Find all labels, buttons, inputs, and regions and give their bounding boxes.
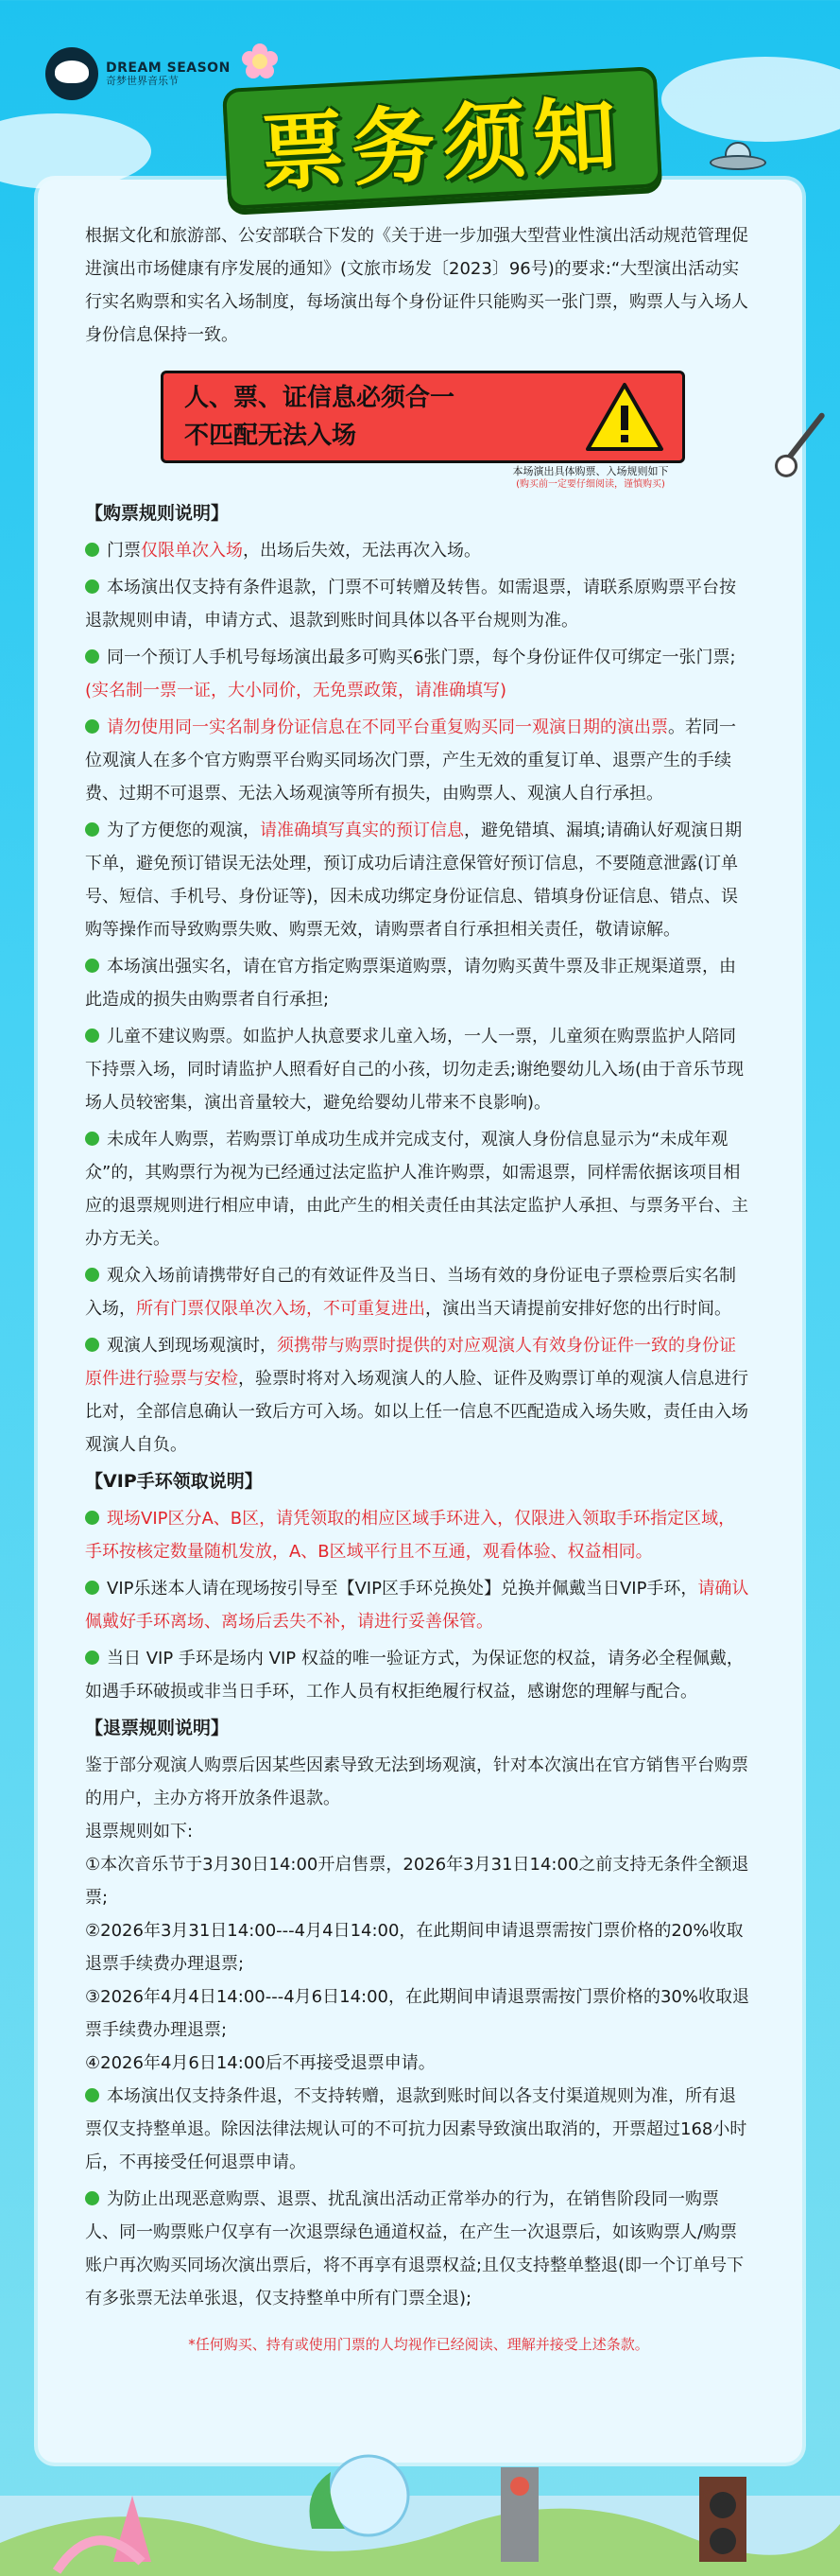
rule-text: 未成年人购票，若购票订单成功生成并完成支付，观演人身份信息显示为“未成年观众”的，其购票行为视为已经通过法定监护人准许购票，如需退票，同样需依据该项目相应的退票规则进行相应申请，由此产生的相关责任由其法定监护人承担、与票务平台、主办方无关。 — [85, 1130, 748, 1249]
rule-text: 门票 — [107, 541, 141, 561]
refund-heading: 【退票规则说明】 — [85, 1718, 230, 1738]
footer-disclaimer: *任何购买、持有或使用门票的人均视作已经阅读、理解并接受上述条款。 — [188, 2336, 649, 2353]
refund-notes-list — [85, 2080, 752, 2315]
brand-name-cn: 奇梦世界音乐节 — [106, 74, 179, 87]
bullet-icon — [85, 1132, 99, 1146]
refund-rules-label: 退票规则如下: — [85, 1822, 194, 1841]
vip-heading: 【VIP手环领取说明】 — [85, 1471, 263, 1492]
warning-line-2: 不匹配无法入场 — [184, 422, 357, 450]
bullet-icon — [85, 2088, 99, 2102]
refund-rule: ④2026年4月6日14:00后不再接受退票申请。 — [85, 2053, 436, 2073]
refund-rules-list — [85, 1848, 752, 2080]
bullet-icon — [85, 719, 99, 734]
bullet-icon — [85, 1651, 99, 1665]
highlight-text: 仅限单次入场 — [141, 541, 243, 561]
refund-note-item — [85, 2183, 752, 2315]
highlight-text: 所有门票仅限单次入场，不可重复进出 — [136, 1299, 425, 1319]
purchase-rule-item — [85, 1020, 752, 1119]
purchase-rule-item — [85, 1123, 752, 1255]
bullet-icon — [85, 1511, 99, 1525]
purchase-rule-item — [85, 641, 752, 707]
refund-rule: ②2026年3月31日14:00---4月4日14:00，在此期间申请退票需按门票价格的20%收取退票手续费办理退票; — [85, 1921, 744, 1974]
brand-logo-icon — [45, 47, 98, 100]
purchase-rule-item — [85, 814, 752, 946]
rule-text: 本场演出仅支持有条件退款，门票不可转赠及转售。如需退票，请联系原购票平台按退款规则申请，申请方式、退款到账时间具体以各平台规则为准。 — [85, 578, 736, 631]
page-title-text: 票务须知 — [258, 86, 626, 202]
vip-rule-item — [85, 1642, 752, 1708]
refund-rule: ①本次音乐节于3月30日14:00开启售票，2026年3月31日14:00之前支持无条件全额退票; — [85, 1855, 749, 1908]
purchase-rule-item — [85, 1329, 752, 1461]
bullet-icon — [85, 822, 99, 837]
highlight-text: 请准确填写真实的预订信息 — [260, 821, 464, 840]
purchase-rule-item — [85, 1259, 752, 1325]
festival-scene-illustration — [0, 2439, 840, 2576]
rule-text: ，避免错填、漏填;请确认好观演日期下单，避免预订错误无法处理，预订成功后请注意保管好预订信息，不要随意泄露(订单号、短信、手机号、身份证等)，因未成功绑定身份证信息、错填身份证信息、错点、误购等操作而导致购票失败、购票无效，请购票者自行承担相关责任，敬请谅解。 — [85, 821, 743, 940]
brand-name-en: DREAM SEASON — [106, 60, 231, 76]
refund-rule: ③2026年4月4日14:00---4月6日14:00，在此期间申请退票需按门票价格的30%收取退票手续费办理退票; — [85, 1987, 749, 2040]
bullet-icon — [85, 1581, 99, 1595]
purchase-heading: 【购票规则说明】 — [85, 503, 230, 524]
bullet-icon — [85, 959, 99, 973]
cloud-decoration — [661, 57, 840, 142]
rule-text: 本场演出仅支持条件退，不支持转赠，退款到账时间以各支付渠道规则为准，所有退票仅支持整单退。除因法律法规认可的不可抗力因素导致演出取消的，开票超过168小时后，不再接受任何退票申请。 — [85, 2086, 747, 2172]
bullet-icon — [85, 1029, 99, 1043]
highlight-text: 请勿使用同一实名制身份证信息在不同平台重复购买同一观演日期的演出票 — [107, 717, 668, 737]
purchase-rules-list — [85, 534, 752, 1461]
rule-text: VIP乐迷本人请在现场按引导至【VIP区手环兑换处】兑换并佩戴当日VIP手环， — [107, 1579, 698, 1599]
highlight-text: 现场VIP区分A、B区，请凭领取的相应区域手环进入，仅限进入领取手环指定区域，手环按核定数量随机发放，A、B区域平行且不互通，观看体验、权益相同。 — [85, 1509, 736, 1562]
bullet-icon — [85, 1268, 99, 1282]
page-title — [222, 66, 662, 210]
vip-rules-list — [85, 1502, 752, 1708]
highlight-text: 请确认佩戴好手环离场、离场后丢失不补，请进行妥善保管。 — [85, 1579, 749, 1632]
bullet-icon — [85, 543, 99, 557]
rule-text: 观演人到现场观演时， — [107, 1336, 277, 1356]
rule-text: 为防止出现恶意购票、退票、扰乱演出活动正常举办的行为，在销售阶段同一购票人、同一购票账户仅享有一次退票绿色通道权益，在产生一次退票后，如该购票人/购票账户再次购买同场次演出票后，将不再享有退票权益;且仅支持整单整退(即一个订单号下有多张票无法单张退，仅支持整单中所有门票全退); — [85, 2189, 745, 2308]
rule-text: ，出场后失效，无法再次入场。 — [243, 541, 481, 561]
ufo-icon — [710, 142, 766, 180]
warning-note-2: (购买前一定要仔细阅读，谨慎购买) — [516, 479, 665, 490]
intro-paragraph: 根据文化和旅游部、公安部联合下发的《关于进一步加强大型营业性演出活动规范管理促进演出市场健康有序发展的通知》(文旅市场发〔2023〕96号)的要求:“大型演出活动实行实名购票和实名入场制度，每场演出每个身份证件只能购买一张门票，购票人与入场人身份信息保持一致。 — [85, 226, 748, 345]
vip-rule-item — [85, 1502, 752, 1568]
refund-intro: 鉴于部分观演人购票后因某些因素导致无法到场观演，针对本次演出在官方销售平台购票的用户，主办方将开放条件退款。 — [85, 1755, 748, 1808]
warning-note — [487, 465, 694, 492]
highlight-text: (实名制一票一证，大小同价，无免票政策，请准确填写) — [85, 681, 507, 700]
rule-text: 。若同一位观演人在多个官方购票平台购买同场次门票，产生无效的重复订单、退票产生的手续费、过期不可退票、无法入场观演等所有损失，由购票人、观演人自行承担。 — [85, 717, 736, 804]
purchase-rule-item — [85, 711, 752, 810]
brand-logo — [45, 47, 231, 100]
purchase-rule-item — [85, 950, 752, 1016]
purchase-rule-item — [85, 534, 752, 567]
warning-banner — [161, 371, 685, 463]
warning-note-1: 本场演出具体购票、入场规则如下 — [512, 465, 669, 477]
rule-text: 同一个预订人手机号每场演出最多可购买6张门票，每个身份证件仅可绑定一张门票; — [107, 648, 736, 667]
flower-icon — [242, 43, 278, 79]
rule-text: 为了方便您的观演， — [107, 821, 260, 840]
bullet-icon — [85, 1338, 99, 1352]
rule-text: 观众入场前请携带好自己的有效证件及当日、当场有效的身份证电子票检票后实名制入场， — [85, 1266, 736, 1319]
rule-text: 儿童不建议购票。如监护人执意要求儿童入场，一人一票，儿童须在购票监护人陪同下持票入场，同时请监护人照看好自己的小孩，切勿走丢;谢绝婴幼儿入场(由于音乐节现场人员较密集，演出音量较大，避免给婴幼儿带来不良影响)。 — [85, 1027, 745, 1113]
cloud-decoration — [0, 113, 151, 189]
bullet-icon — [85, 579, 99, 594]
bullet-icon — [85, 2191, 99, 2205]
highlight-text: 须携带与购票时提供的对应观演人有效身份证件一致的身份证原件进行验票与安检 — [85, 1336, 736, 1389]
vip-rule-item — [85, 1572, 752, 1638]
warning-line-1: 人、票、证信息必须合一 — [184, 384, 455, 412]
rule-text: 本场演出强实名，请在官方指定购票渠道购票，请勿购买黄牛票及非正规渠道票，由此造成的损失由购票者自行承担; — [85, 957, 736, 1010]
rule-text: ，验票时将对入场观演人的人脸、证件及购票订单的观演人信息进行比对，全部信息确认一致后方可入场。如以上任一信息不匹配造成入场失败，责任由入场观演人自负。 — [85, 1369, 748, 1455]
rule-text: ，演出当天请提前安排好您的出行时间。 — [425, 1299, 731, 1319]
rule-text: 当日 VIP 手环是场内 VIP 权益的唯一验证方式，为保证您的权益，请务必全程佩戴，如遇手环破损或非当日手环，工作人员有权拒绝履行权益，感谢您的理解与配合。 — [85, 1649, 744, 1702]
bullet-icon — [85, 649, 99, 664]
notice-content — [85, 219, 752, 2361]
purchase-rule-item — [85, 571, 752, 637]
warning-block — [85, 365, 752, 490]
warning-icon — [584, 381, 665, 453]
refund-note-item — [85, 2080, 752, 2179]
